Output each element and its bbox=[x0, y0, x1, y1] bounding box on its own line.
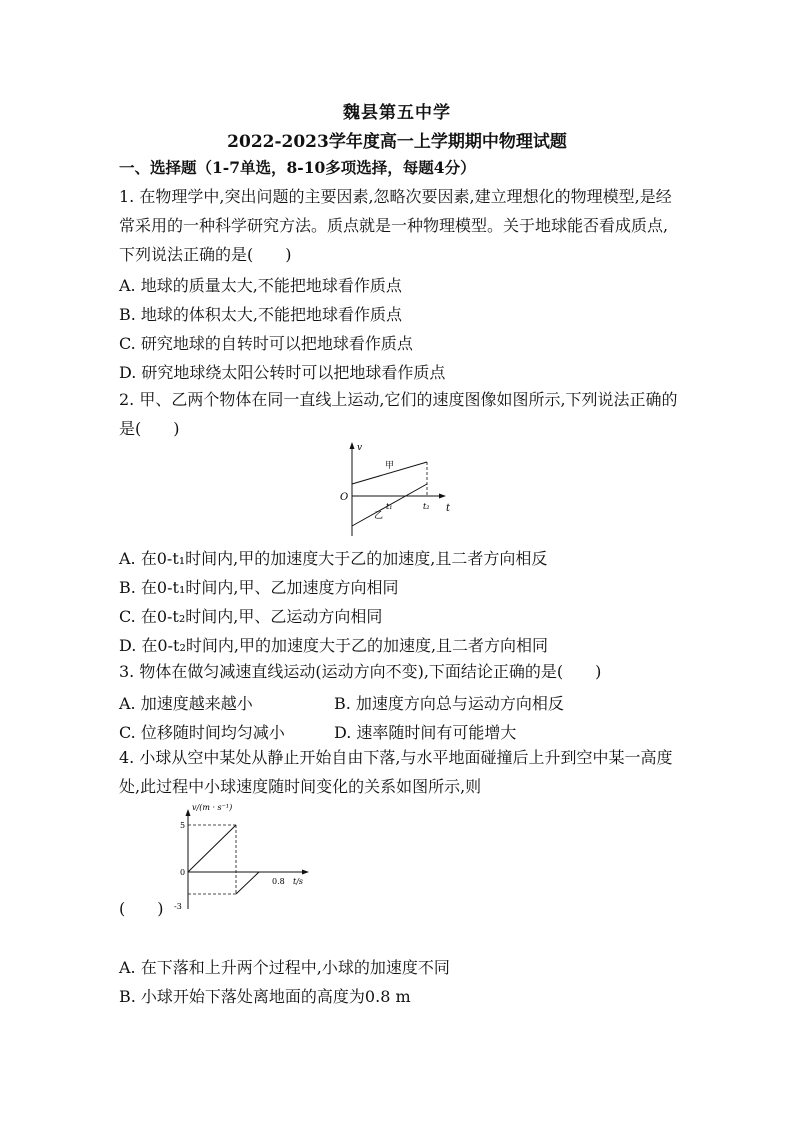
question-4-answer-bracket: ( ) bbox=[119, 899, 164, 918]
question-1-option-b: B. 地球的体积太大,不能把地球看作质点 bbox=[119, 305, 403, 324]
question-4-stem: 4. 小球从空中某处从静止开始自由下落,与水平地面碰撞后上升到空中某一高度处,此过程中小球速度随时间变化的关系如图所示,则 bbox=[119, 748, 673, 796]
tick-0: 0 bbox=[180, 868, 186, 877]
question-2-option-b: B. 在0-t₁时间内,甲、乙加速度方向相同 bbox=[119, 578, 399, 597]
question-2-stem: 2. 甲、乙两个物体在同一直线上运动,它们的速度图像如图所示,下列说法正确的是( ) bbox=[119, 390, 678, 438]
question-4-option-b: B. 小球开始下落处离地面的高度为0.8 m bbox=[119, 987, 411, 1006]
t-axis-label: t bbox=[446, 503, 451, 514]
rising-line bbox=[236, 872, 259, 894]
v-axis-label: v/(m · s⁻¹) bbox=[192, 803, 233, 812]
question-2-option-d: D. 在0-t₂时间内,甲的加速度大于乙的加速度,且二者方向相同 bbox=[119, 636, 549, 655]
velocity-time-graph-2 bbox=[168, 803, 318, 915]
label-yi: 乙 bbox=[374, 511, 384, 521]
section-heading: 一、选择题（1-7单选，8-10多项选择，每题4分） bbox=[119, 158, 476, 177]
exam-title: 2022-2023学年度高一上学期期中物理试题 bbox=[227, 132, 567, 152]
label-jia: 甲 bbox=[385, 461, 395, 471]
falling-line bbox=[188, 825, 236, 872]
v-axis-arrow bbox=[186, 809, 191, 816]
t-axis-arrow bbox=[439, 494, 446, 499]
question-1-option-a: A. 地球的质量太大,不能把地球看作质点 bbox=[119, 276, 402, 295]
question-3-option-b: B. 加速度方向总与运动方向相反 bbox=[334, 694, 564, 713]
origin-label: O bbox=[340, 492, 349, 503]
school-name: 魏县第五中学 bbox=[343, 103, 451, 123]
question-1-stem: 1. 在物理学中,突出问题的主要因素,忽略次要因素,建立理想化的物理模型,是经常采用的一种科学研究方法。质点就是一种物理模型。关于地球能否看成质点,下列说法正确的是( ) bbox=[119, 187, 672, 264]
v-axis-label: v bbox=[357, 443, 363, 453]
velocity-time-graph-1 bbox=[330, 438, 460, 540]
tick-neg3: -3 bbox=[174, 902, 182, 911]
question-3-option-d: D. 速率随时间有可能增大 bbox=[334, 723, 517, 742]
tick-t1: t₁ bbox=[386, 502, 393, 511]
question-3-option-c: C. 位移随时间均匀减小 bbox=[119, 723, 285, 742]
question-4-option-a: A. 在下落和上升两个过程中,小球的加速度不同 bbox=[119, 958, 450, 977]
question-1-option-c: C. 研究地球的自转时可以把地球看作质点 bbox=[119, 334, 413, 353]
t-axis-arrow bbox=[302, 870, 309, 875]
v-axis-arrow bbox=[350, 442, 355, 449]
question-3-option-a: A. 加速度越来越小 bbox=[119, 694, 253, 713]
tick-t2: t₂ bbox=[423, 502, 430, 511]
question-2-option-a: A. 在0-t₁时间内,甲的加速度大于乙的加速度,且二者方向相反 bbox=[119, 549, 548, 568]
tick-0-8: 0.8 bbox=[272, 877, 285, 886]
tick-5: 5 bbox=[180, 821, 186, 830]
question-3-stem: 3. 物体在做匀减速直线运动(运动方向不变),下面结论正确的是( ) bbox=[119, 662, 602, 681]
t-axis-label: t/s bbox=[293, 877, 304, 886]
question-2-option-c: C. 在0-t₂时间内,甲、乙运动方向相同 bbox=[119, 607, 383, 626]
question-1-option-d: D. 研究地球绕太阳公转时可以把地球看作质点 bbox=[119, 363, 446, 382]
